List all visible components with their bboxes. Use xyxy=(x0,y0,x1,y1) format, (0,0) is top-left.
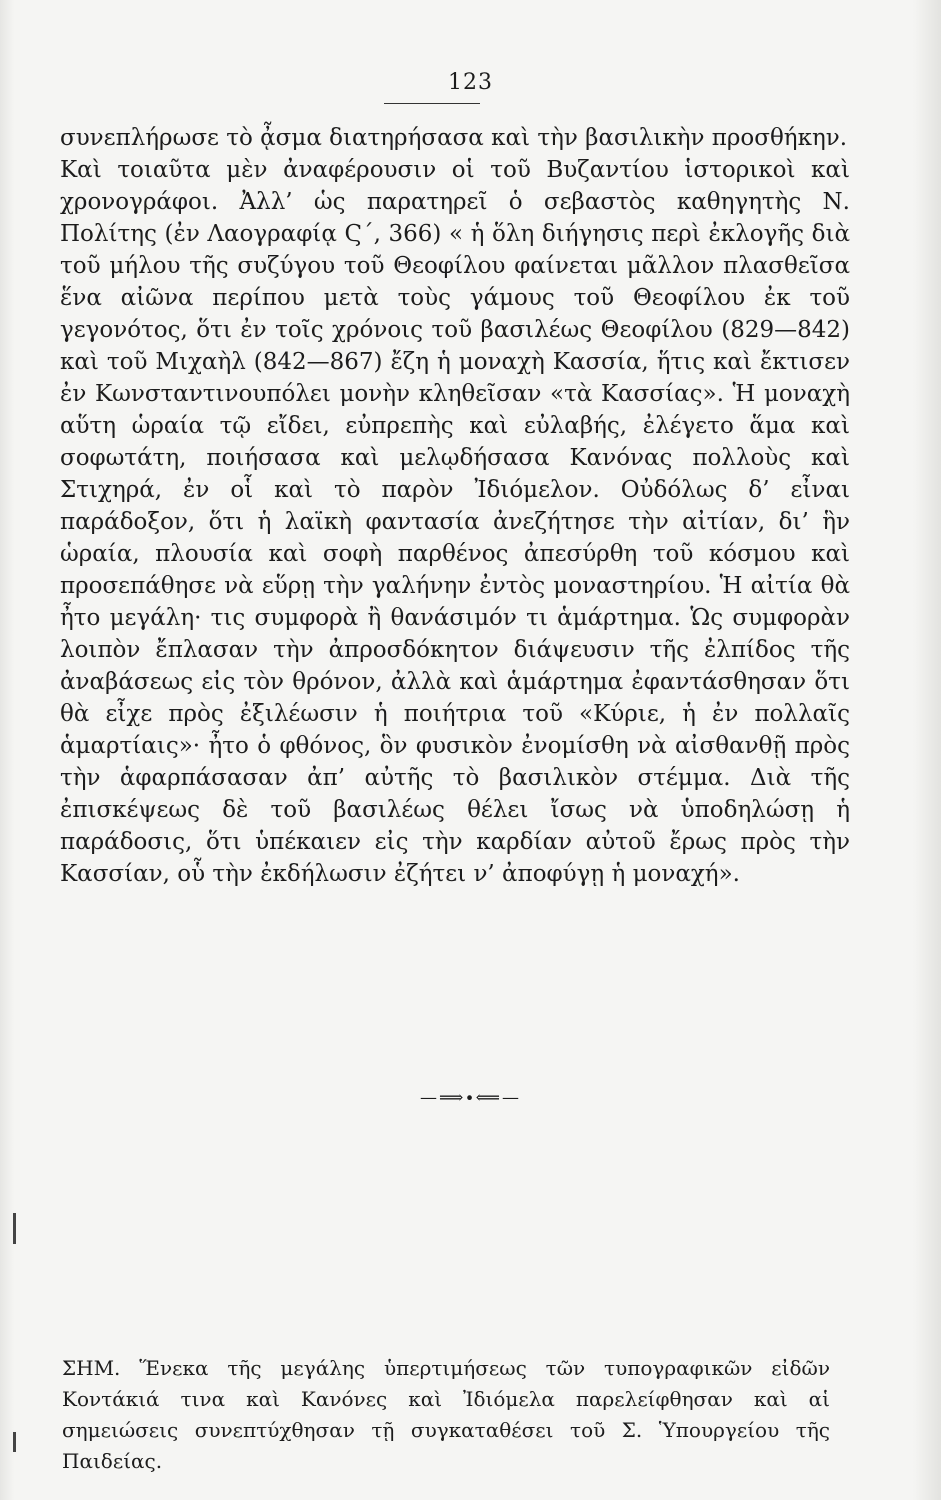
left-page-shadow xyxy=(0,0,14,1500)
main-paragraph: συνεπλήρωσε τὸ ᾆσμα διατηρήσασα καὶ τὴν βασιλικὴν προσθήκην. Καὶ τοιαῦτα μὲν ἀναφέρουσιν οἱ τοῦ Βυζαντίου ἱστορικοὶ καὶ χρονογράφοι. Ἀλλ’ ὡς παρατηρεῖ ὁ σεβαστὸς καθηγητὴς Ν. Πολίτης (ἐν Λαογραφίᾳ Ϛ΄, 366) « ἡ ὅλη διήγησις περὶ ἐκλογῆς διὰ τοῦ μήλου τῆς συζύγου τοῦ Θεοφίλου φαίνεται μᾶλλον πλασθεῖσα ἕνα αἰῶνα περίπου μετὰ τοὺς γάμους τοῦ Θεοφίλου ἐκ τοῦ γεγονότος, ὅτι ἐν τοῖς χρόνοις τοῦ βασιλέως Θεοφίλου (829—842) καὶ τοῦ Μιχαὴλ (842—867) ἔζη ἡ μοναχὴ Κασσία, ἥτις καὶ ἔκτισεν ἐν Κωνσταντινουπόλει μονὴν κληθεῖσαν «τὰ Κασσίας». Ἡ μοναχὴ αὕτη ὡραία τῷ εἴδει, εὐπρεπὴς καὶ εὐλαβής, ἐλέγετο ἅμα καὶ σοφωτάτη, ποιήσασα καὶ μελῳδήσασα Κανόνας πολλοὺς καὶ Στιχηρά, ἐν οἷ καὶ τὸ παρὸν Ἰδιόμελον. Οὐδόλως δ’ εἶναι παράδοξον, ὅτι ἡ λαϊκὴ φαντασία ἀνεζήτησε τὴν αἰτίαν, δι’ ἣν ὡραία, πλουσία καὶ σοφὴ παρθένος ἀπεσύρθη τοῦ κόσμου καὶ προσεπάθησε νὰ εὕρῃ τὴν γαλήνην ἐντὸς μοναστηρίου. Ἡ αἰτία θὰ ἦτο μεγάλη· τις συμφορὰ ἢ θανάσιμόν τι ἁμάρτημα. Ὡς συμφορὰν λοιπὸν ἔπλασαν τὴν ἀπροσδόκητον διάψευσιν τῆς ἐλπίδος τῆς ἀναβάσεως εἰς τὸν θρόνον, ἀλλὰ καὶ ἁμάρτημα ἐφαντάσθησαν ὅτι θὰ εἶχε πρὸς ἐξιλέωσιν ἡ ποιήτρια τοῦ «Κύριε, ἡ ἐν πολλαῖς ἁμαρτίαις»· ἦτο ὁ φθόνος, ὃν φυσικὸν ἐνομίσθη νὰ αἰσθανθῇ πρὸς τὴν ἁφαρπάσασαν ἀπ’ αὐτῆς τὸ βασιλικὸν στέμμα. Διὰ τῆς ἐπισκέψεως δὲ τοῦ βασιλέως θέλει ἴσως νὰ ὑποδηλώσῃ ἡ παράδοσις, ὅτι ὑπέκαιεν εἰς τὴν καρδίαν αὐτοῦ ἔρως πρὸς τὴν Κασσίαν, οὗ τὴν ἐκδήλωσιν ἐζήτει ν’ ἀποφύγῃ ἡ μοναχή». xyxy=(60,125,850,887)
section-ornament: —⟹∙⟸— xyxy=(419,1088,522,1108)
page-number: 123 xyxy=(448,70,493,95)
left-margin-mark xyxy=(13,1213,16,1244)
right-page-shadow xyxy=(913,0,941,1500)
page-number-rule xyxy=(384,103,480,104)
footnote: ΣΗΜ. Ἕνεκα τῆς μεγάλης ὑπερτιμήσεως τῶν τυπογραφικῶν εἰδῶν Κοντάκιά τινα καὶ Κανόνες καὶ Ἰδιόμελα παρελείφθησαν καὶ αἱ σημειώσεις συνεπτύχθησαν τῇ συγκαταθέσει τοῦ Σ. Ὑπουργείου τῆς Παιδείας. xyxy=(62,1356,830,1473)
left-margin-mark-lower xyxy=(13,1432,16,1452)
